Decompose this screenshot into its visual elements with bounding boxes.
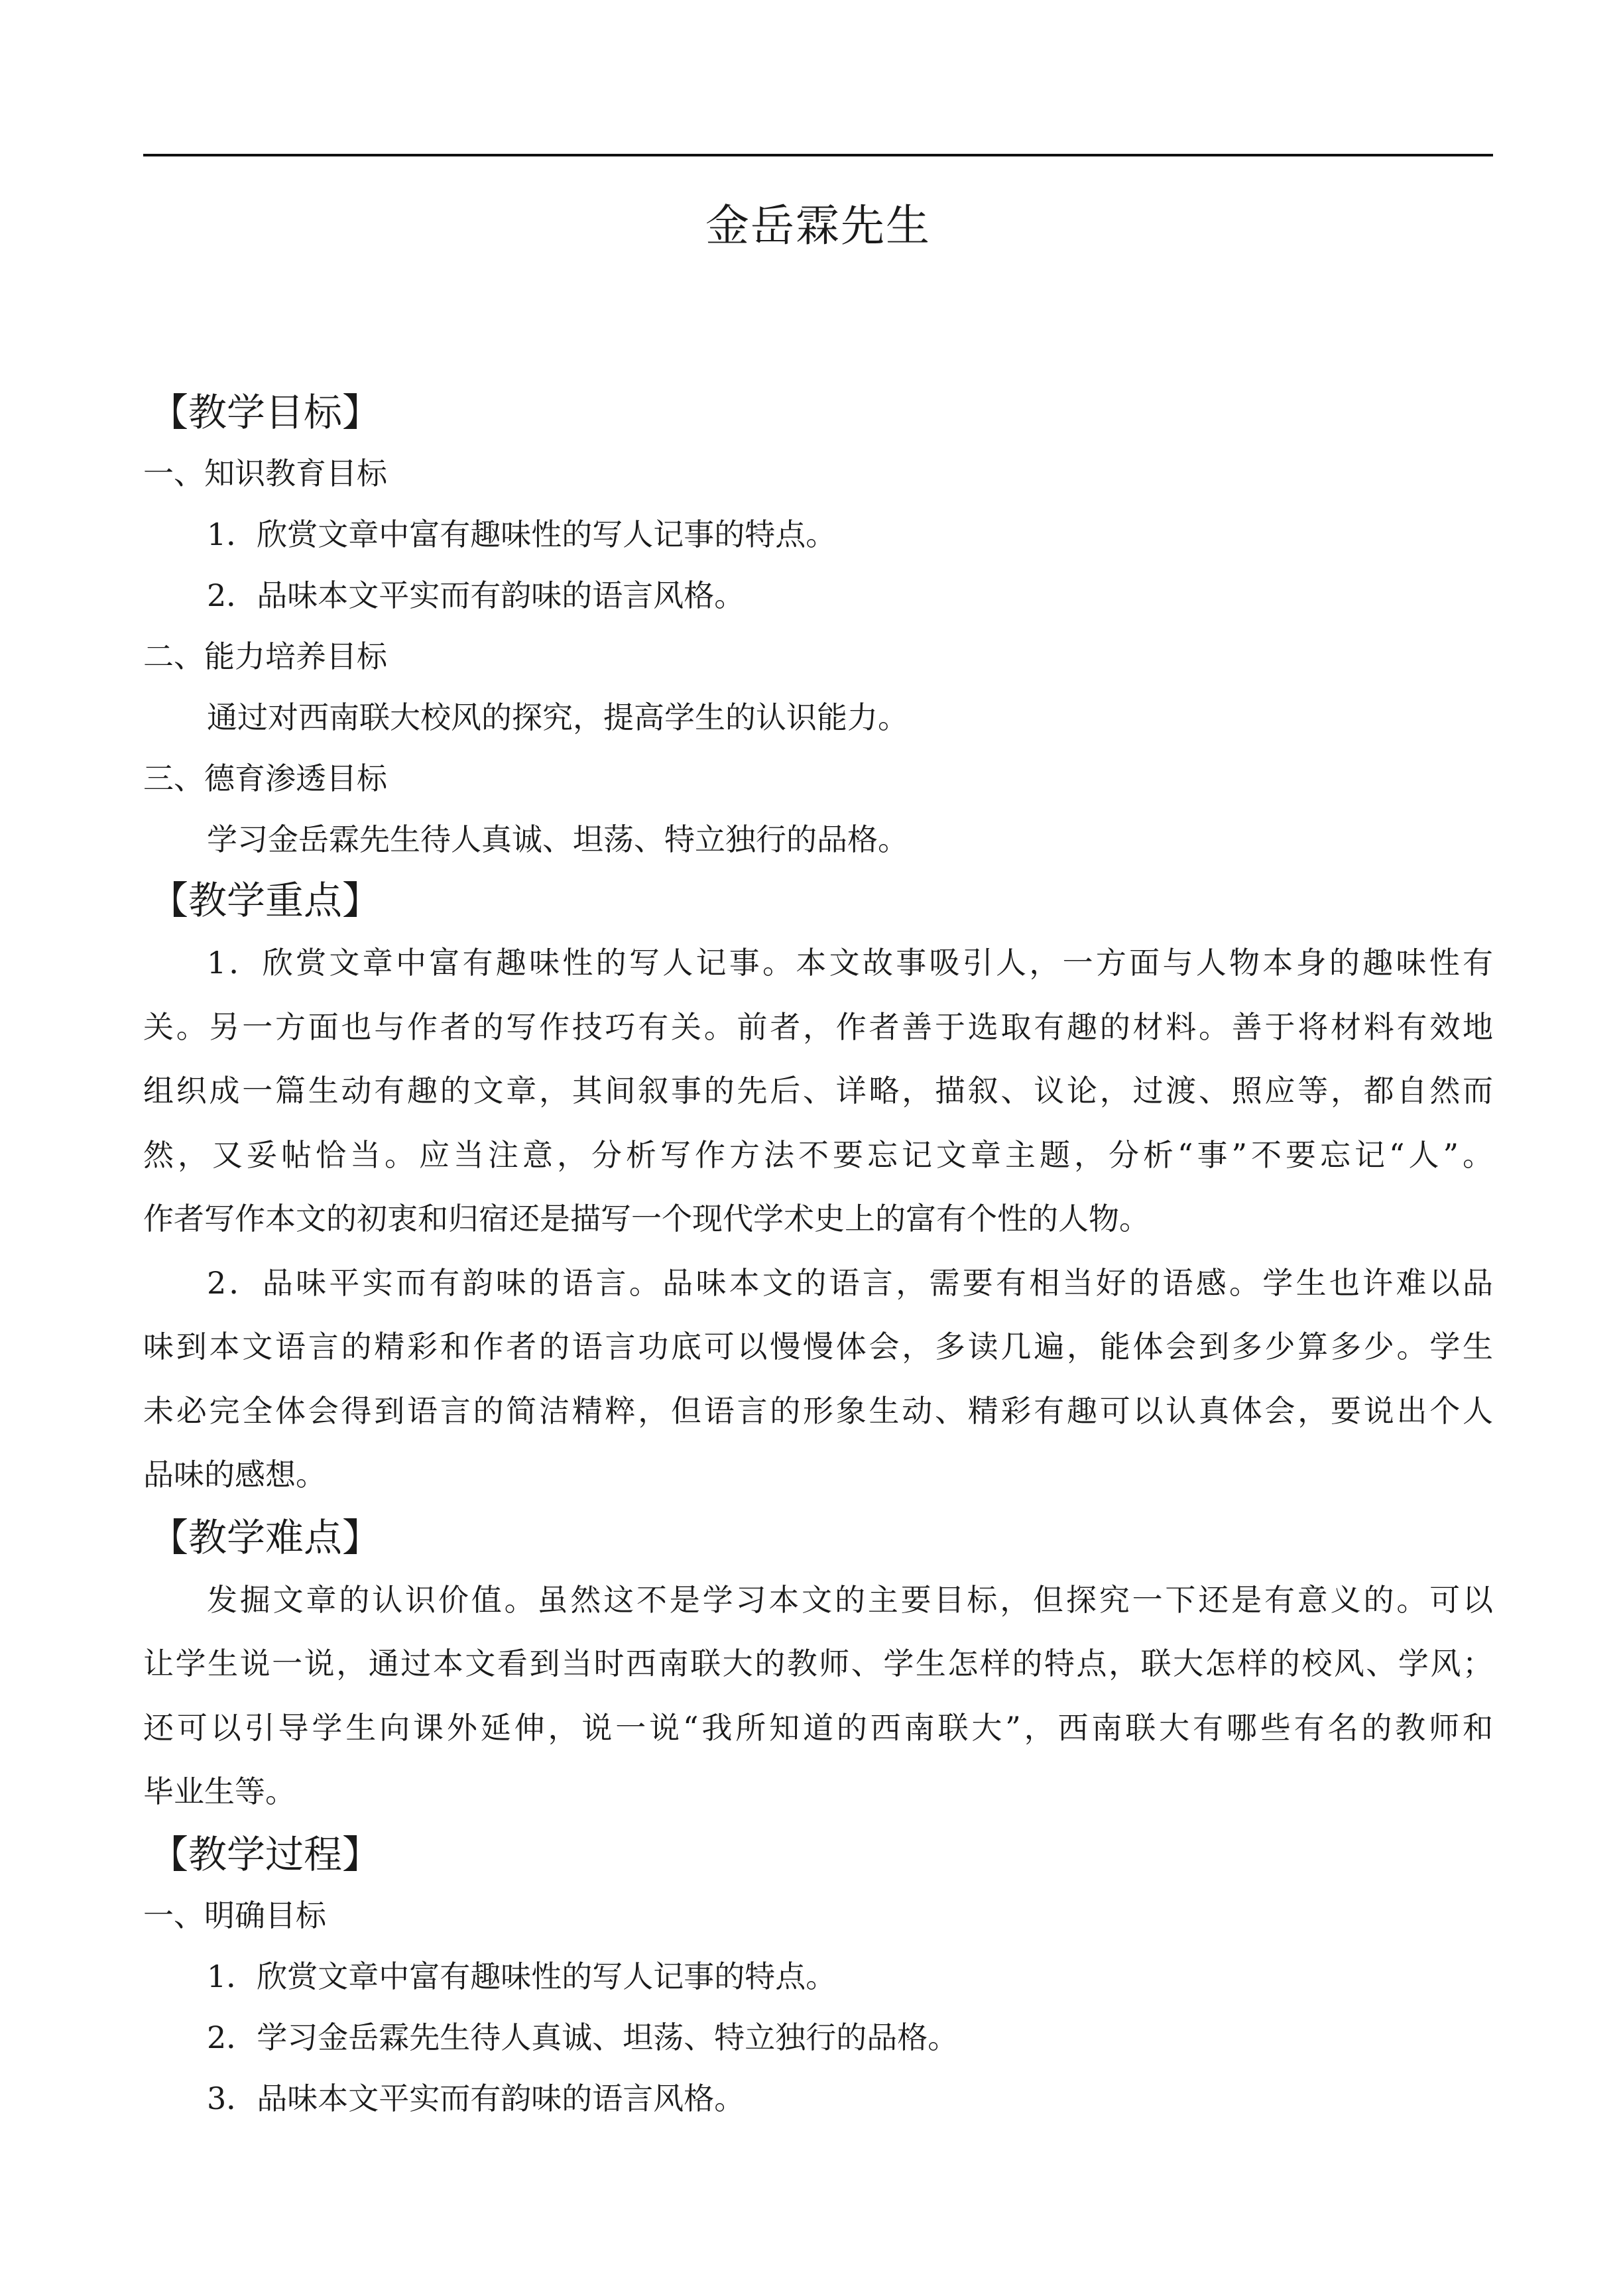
paragraph-line: 1．欣赏文章中富有趣味性的写人记事。本文故事吸引人，一方面与人物本身的趣味性有 xyxy=(207,945,1493,981)
paragraph-line: 还可以引导学生向课外延伸，说一说“我所知道的西南联大”，西南联大有哪些有名的教师和 xyxy=(143,1709,1493,1746)
paragraph-line: 关。另一方面也与作者的写作技巧有关。前者，作者善于选取有趣的材料。善于将材料有效地 xyxy=(143,1008,1493,1045)
paragraph-line: 品味的感想。 xyxy=(143,1457,326,1492)
header-rule xyxy=(143,154,1493,156)
paragraph-line: 组织成一篇生动有趣的文章，其间叙事的先后、详略，描叙、议论，过渡、照应等，都自然而 xyxy=(143,1073,1493,1109)
list-item: 1．欣赏文章中富有趣味性的写人记事的特点。 xyxy=(207,516,837,552)
list-item: 3．品味本文平实而有韵味的语言风格。 xyxy=(207,2080,745,2116)
paragraph-line: 毕业生等。 xyxy=(143,1774,296,1809)
ability-text: 通过对西南联大校风的探究，提高学生的认识能力。 xyxy=(207,699,908,735)
paragraph-line: 发掘文章的认识价值。虽然这不是学习本文的主要目标，但探究一下还是有意义的。可以 xyxy=(207,1581,1493,1618)
subheading-clarify-goals: 一、明确目标 xyxy=(143,1897,326,1933)
paragraph-line: 未必完全体会得到语言的简洁精粹，但语言的形象生动、精彩有趣可以认真体会，要说出个人 xyxy=(143,1392,1493,1429)
paragraph-line: 作者写作本文的初衷和归宿还是描写一个现代学术史上的富有个性的人物。 xyxy=(143,1201,1150,1237)
key-point-paragraph-1 xyxy=(143,931,1493,1251)
paragraph-line: 2．品味平实而有韵味的语言。品味本文的语言，需要有相当好的语感。学生也许难以品 xyxy=(207,1264,1493,1301)
document-body xyxy=(143,382,1493,2129)
list-item: 2．品味本文平实而有韵味的语言风格。 xyxy=(207,577,745,613)
subheading-moral: 三、德育渗透目标 xyxy=(143,760,387,796)
paragraph-line: 味到本文语言的精彩和作者的语言功底可以慢慢体会，多读几遍，能体会到多少算多少。学生 xyxy=(143,1329,1493,1364)
section-heading-key-points: 【教学重点】 xyxy=(150,878,381,923)
subheading-knowledge: 一、知识教育目标 xyxy=(143,455,387,491)
paragraph-line: 然，又妥帖恰当。应当注意，分析写作方法不要忘记文章主题，分析“事”不要忘记“人”。 xyxy=(143,1136,1493,1173)
document-title: 金岳霖先生 xyxy=(705,200,931,251)
difficulty-paragraph xyxy=(143,1568,1493,1824)
section-heading-difficulties: 【教学难点】 xyxy=(150,1514,381,1560)
moral-text: 学习金岳霖先生待人真诚、坦荡、特立独行的品格。 xyxy=(207,821,908,857)
paragraph-line: 让学生说一说，通过本文看到当时西南联大的教师、学生怎样的特点，联大怎样的校风、学风； xyxy=(143,1646,1493,1681)
key-point-paragraph-2 xyxy=(143,1251,1493,1507)
list-item: 1．欣赏文章中富有趣味性的写人记事的特点。 xyxy=(207,1958,837,1994)
section-heading-objectives: 【教学目标】 xyxy=(150,390,381,435)
section-heading-process: 【教学过程】 xyxy=(150,1831,381,1877)
subheading-ability: 二、能力培养目标 xyxy=(143,638,387,674)
list-item: 2．学习金岳霖先生待人真诚、坦荡、特立独行的品格。 xyxy=(207,2019,959,2055)
